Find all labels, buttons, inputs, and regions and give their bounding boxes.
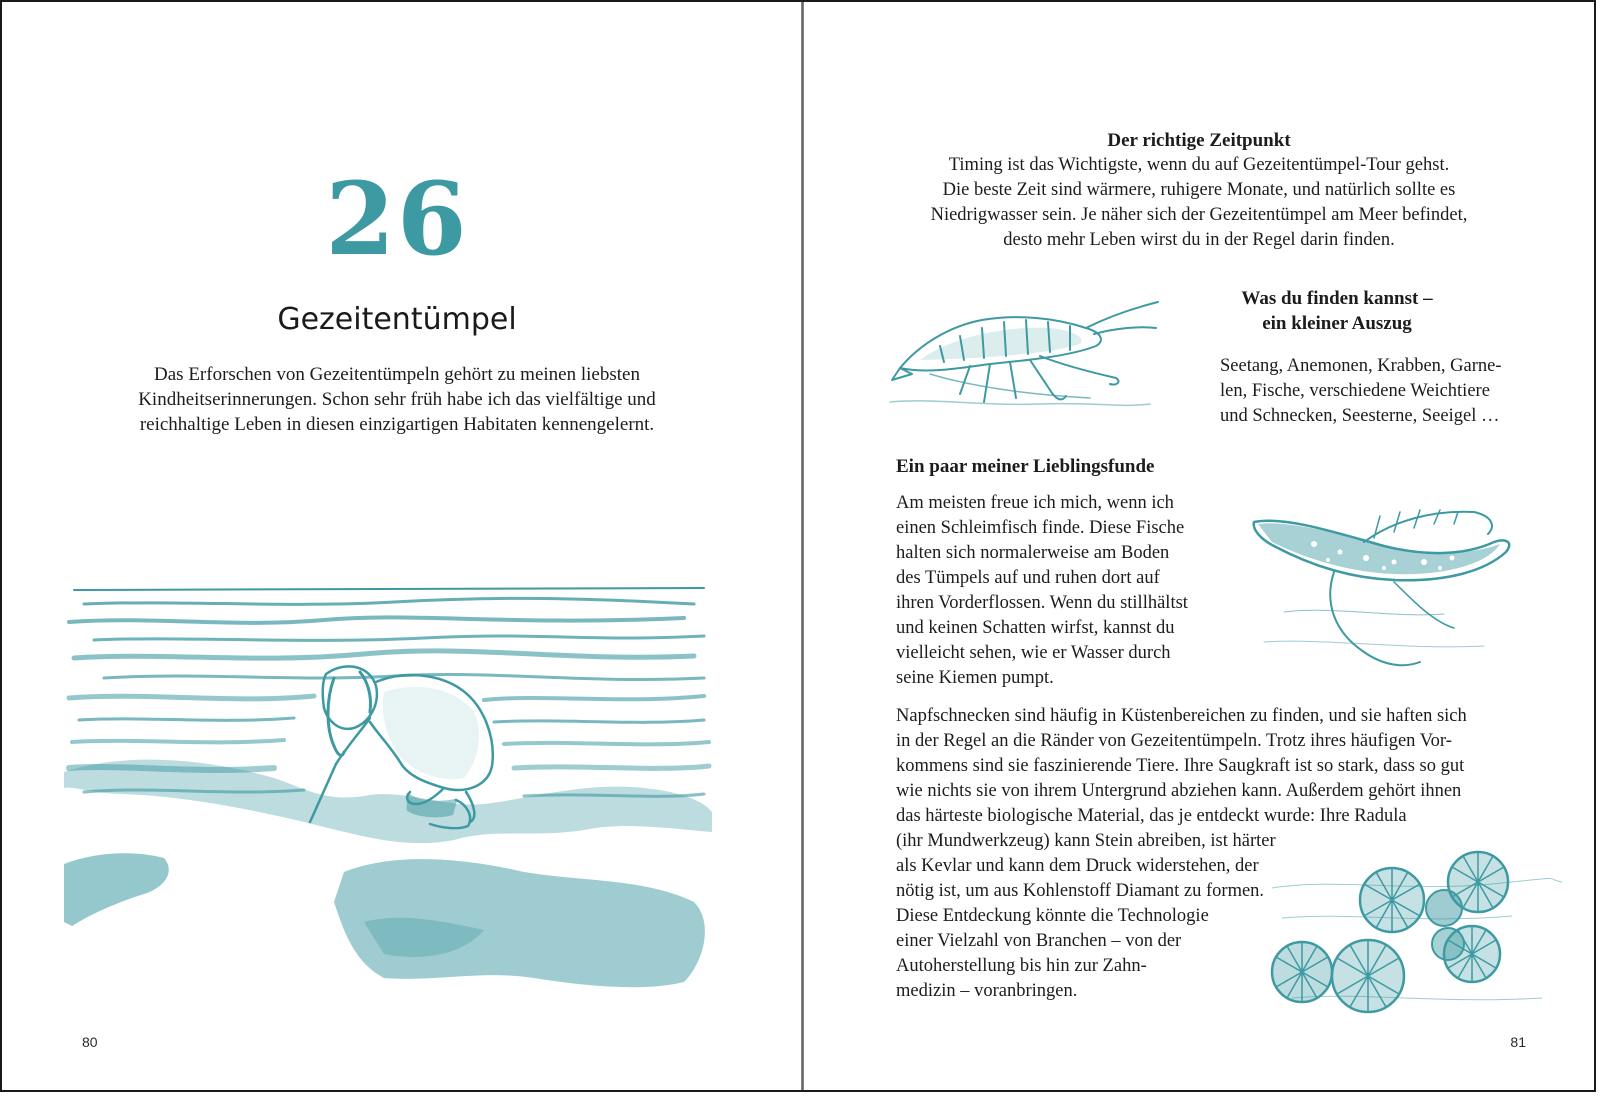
limpet-shell <box>1360 868 1424 932</box>
timing-line: desto mehr Leben wirst du in der Regel darin finden. <box>1003 230 1395 250</box>
chapter-number: 26 <box>325 160 469 278</box>
timing-line: Timing ist das Wichtigste, wenn du auf Gezeitentümpel-Tour gehst. <box>948 155 1450 175</box>
intro-paragraph <box>122 362 672 437</box>
limpet-shell <box>1272 942 1332 1002</box>
tide-pool-illustration <box>64 582 714 1002</box>
limpets-line: einer Vielzahl von Branchen – von der <box>896 931 1182 951</box>
limpet-shells-illustration <box>1272 848 1562 1028</box>
limpets-line: medizin – voranbringen. <box>896 981 1078 1001</box>
favorites-line: und keinen Schatten wirfst, kannst du <box>896 618 1175 638</box>
limpets-line: Diese Entdeckung könnte die Technologie <box>896 906 1209 926</box>
timing-heading: Der richtige Zeitpunkt <box>1107 130 1291 151</box>
favorites-line: vielleicht sehen, wie er Wasser durch <box>896 643 1171 663</box>
favorites-line: des Tümpels auf und ruhen dort auf <box>896 568 1160 588</box>
page-number-right: 81 <box>1510 1034 1526 1050</box>
finds-line: len, Fische, verschiedene Weichtiere <box>1220 381 1490 401</box>
favorites-line: ihren Vorderflossen. Wenn du stillhältst <box>896 593 1188 613</box>
finds-line: und Schnecken, Seesterne, Seeigel … <box>1220 406 1500 426</box>
limpet-shell <box>1332 940 1404 1012</box>
finds-heading: ein kleiner Auszug <box>1262 313 1412 334</box>
chapter-title: Gezeitentümpel <box>277 302 517 337</box>
timing-line: Die beste Zeit sind wärmere, ruhigere Monate, und natürlich sollte es <box>942 180 1456 200</box>
right-page <box>804 2 1598 1090</box>
timing-line: Niedrigwasser sein. Je näher sich der Gezeitentümpel am Meer befindet, <box>930 205 1468 225</box>
limpet-shell <box>1448 852 1508 912</box>
favorites-heading: Ein paar meiner Lieblingsfunde <box>896 456 1155 477</box>
finds-heading: Was du finden kannst – <box>1241 288 1433 309</box>
limpet-shell <box>1444 926 1500 982</box>
favorites-line: einen Schleimfisch finde. Diese Fische <box>896 518 1185 538</box>
favorites-line: seine Kiemen pumpt. <box>896 668 1054 688</box>
favorites-line: Am meisten freue ich mich, wenn ich <box>896 493 1174 513</box>
favorites-section <box>896 454 1196 691</box>
page-number-left: 80 <box>82 1034 98 1050</box>
intro-line: Kindheitserinnerungen. Schon sehr früh habe ich das vielfältige und <box>138 389 656 410</box>
favorites-line: halten sich normalerweise am Boden <box>896 543 1170 563</box>
finds-list <box>1220 354 1520 429</box>
limpets-line: nötig ist, um aus Kohlenstoff Diamant zu formen. <box>896 881 1265 901</box>
limpets-line: das härteste biologische Material, das je entdeckt wurde: Ihre Radula <box>896 806 1407 826</box>
blenny-fish-illustration <box>1244 502 1544 682</box>
prawn-illustration <box>890 298 1160 418</box>
intro-line: Das Erforschen von Gezeitentümpeln gehört zu meinen liebsten <box>154 364 640 385</box>
finds-line: Seetang, Anemonen, Krabben, Garne- <box>1220 356 1502 376</box>
intro-line: reichhaltige Leben in diesen einzigartigen Habitaten kennengelernt. <box>139 414 655 435</box>
limpets-line: Napfschnecken sind häufig in Küstenbereichen zu finden, und sie haften sich <box>896 706 1467 726</box>
limpets-line: in der Regel an die Ränder von Gezeitentümpeln. Trotz ihres häufigen Vor- <box>896 731 1452 751</box>
limpets-line: (ihr Mundwerkzeug) kann Stein abreiben, ist härter <box>896 831 1276 851</box>
limpets-line: Autoherstellung bis hin zur Zahn- <box>896 956 1147 976</box>
finds-section <box>1184 286 1490 336</box>
left-page <box>2 2 802 1090</box>
timing-section <box>804 128 1594 253</box>
limpets-line: wie nichts sie von ihrem Untergrund abziehen kann. Außerdem gehört ihnen <box>896 781 1462 801</box>
limpets-line: kommens sind sie faszinierende Tiere. Ihre Saugkraft ist so stark, dass so gut <box>896 756 1465 776</box>
limpets-line: als Kevlar und kann dem Druck widerstehen, der <box>896 856 1259 876</box>
